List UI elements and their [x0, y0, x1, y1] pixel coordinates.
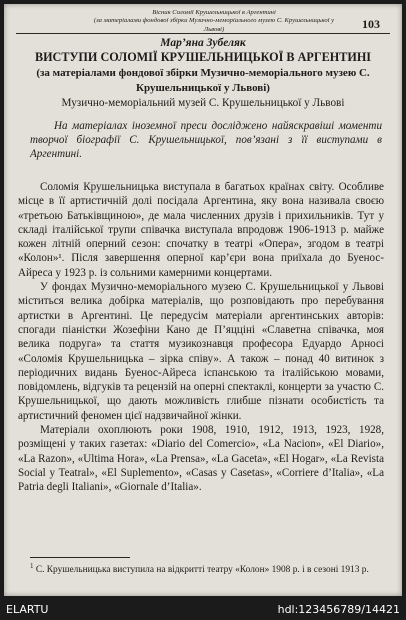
running-head — [84, 9, 344, 34]
author-affiliation: Музично-меморіальний музей С. Крушельницької у Львові — [61, 97, 345, 109]
body-paragraph: Соломія Крушельницька виступала в багатьох країнах світу. Особливе місце в її артистичній долі посідала Аргентина, яку вона називала своєю «третьою Батьківщиною», де мала численних друзів і прихильників. Тут у складі італійської трупи співачка виступала впродовж 1906-1913 р. майже кожен літній оперний сезон: спочатку в театрі «Опера», згодом в театрі «Колон»¹. Після завершення оперної кар’єри вона приїхала до Буенос-Айреса у 1923 р. із сольними камерними концертами. — [18, 181, 384, 279]
running-head-line-1: Вісник Соломії Крушельницької в Аргентині — [152, 9, 276, 16]
article-author: Мар’яна Зубеляк — [160, 37, 246, 49]
scanned-page — [4, 4, 402, 596]
repository-label: ELARTU — [6, 603, 49, 616]
header-rule — [16, 33, 390, 34]
running-head-line-2: (за матеріалами фондової збірки Музично-меморіального музею С. Крушельницької у Львові) — [93, 17, 335, 33]
article-body — [18, 180, 384, 495]
body-paragraph: Матеріали охоплюють роки 1908, 1910, 1912, 1913, 1923, 1928, розміщені у таких газетах: «Diario del Comercio», «La Nacion», «El Diario», «La Razon», «Ultima Hora», «La Prensa», «La Gaceta», «El Hogar», «La Revista Social y Teatral», «El Suplemento», «Casas y Casetas», «Corriere d’Italia», «La Patria degli Italiani», «Giornale d’Italia». — [18, 424, 384, 494]
footnote-rule — [30, 557, 130, 558]
body-paragraph: У фондах Музично-меморіального музею С. Крушельницької у Львові міститься велика добірка матеріалів, що розповідають про перебування артистки в Аргентині. Це передусім матеріали аргентинських авторів: спогади піаністки Жозефіни Кано де П’яцціні «Славетна співачка, моя велика подруга» та стаття музикознавця професора Едуардо Арносі «Соломія Крушельницька – зірка співу». А також – понад 40 витинок з періодичних видань Буенос-Айреса іспанською та італійською мовами, повідомлень, відгуків та рецензій на оперні спектаклі, концерти за участю С. Крушельницької, що дають можливість глибше пізнати особистість та артистичний феномен цієї надзвичайної жінки. — [18, 281, 384, 422]
article-title: ВИСТУПИ СОЛОМІЇ КРУШЕЛЬНИЦЬКОЇ В АРГЕНТИНІ — [34, 50, 372, 64]
footnote-marker: 1 — [30, 562, 34, 570]
article-subtitle: (за матеріалами фондової збірки Музично-меморіального музею С. Крушельницької у Львові) — [36, 67, 370, 94]
handle-label: hdl:123456789/14421 — [277, 603, 400, 616]
footnote — [30, 560, 382, 576]
article-abstract: На матеріалах іноземної преси досліджено найяскравіші моменти творчої біографії С. Крушельницької, пов’язані з її виступами в Аргентині. — [30, 120, 382, 161]
viewer-footer-bar — [0, 600, 406, 620]
page-number: 103 — [362, 17, 380, 31]
footnote-text: С. Крушельницька виступила на відкритті театру «Колон» 1908 р. і в сезоні 1913 р. — [35, 565, 369, 576]
